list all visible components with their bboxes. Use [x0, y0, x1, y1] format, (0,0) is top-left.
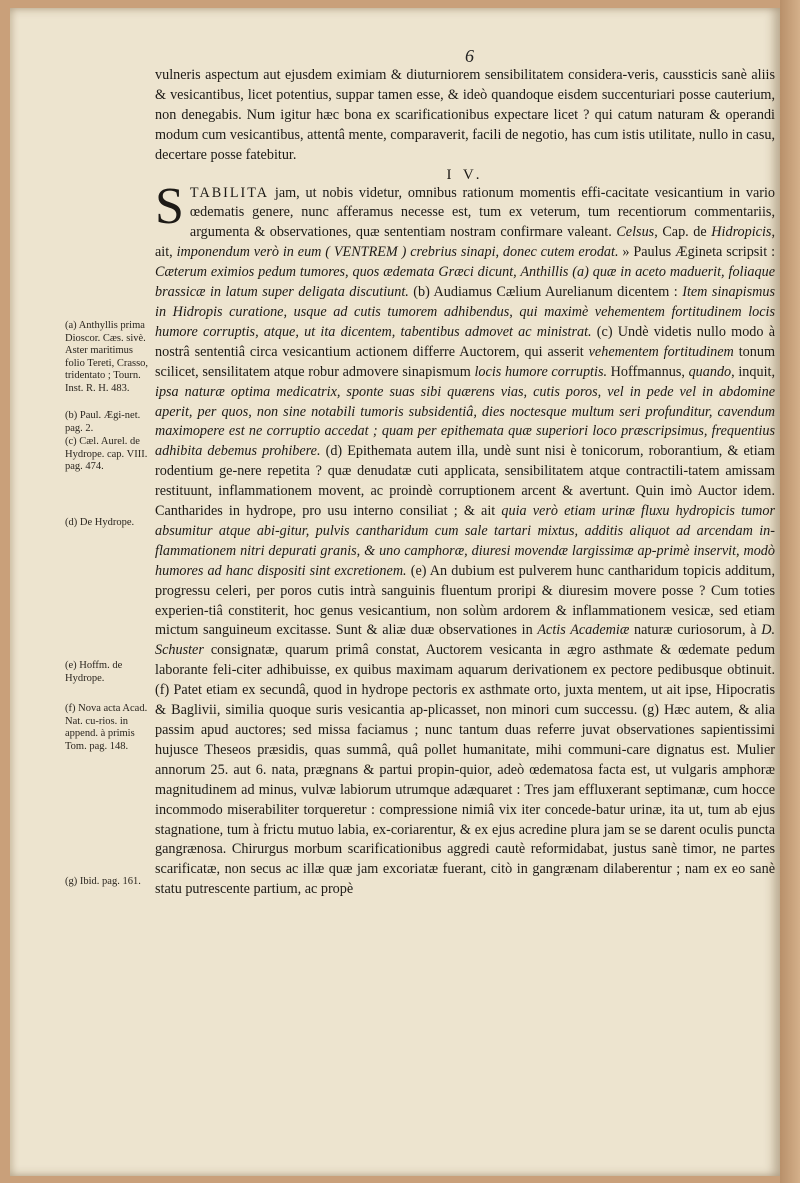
main-text	[155, 66, 775, 900]
text-run: » Paulus Ægineta scripsit :	[618, 244, 776, 261]
text-run: consignatæ, quarum primâ constat, Auctorem vesicanta in ægro asthmate & œdemate pedum laborante feli-citer adhibuisse, ex quibus maximam aquarum derivationem ex pectore pedibusque obtinuit. (f) Patet etiam ex secundâ, quod in hydrope pectoris ex asthmate orto, juxta mentem, ut ait ipse, Hipocratis & Baglivii, similia quoque suris vesicantia ap-plicasset, non minori cum successu. (g) Hæc autem, & alia passim apud auctores; sed missa faciamus ; nunc tantum duas referre juvat observationes sapientissimi hujusce Theseos præsidis, quas summâ, quâ pollet humanitate, mihi communi-care dignatus est. Mulier annorum 25. aut 6. nata, prægnans & partui propin-quior, adeò œdematosa facta est, ut vulgaris amphoræ magnitudinem ad minus, vulvæ labiorum utrumque adæquaret : Tres jam effluxerant septimanæ, cum hocce incommodo miserabiliter torqueretur : compressione nimiâ vix iter concede-batur urinæ, ita ut, tum ab ejus stagnatione, tum à frictu mutuo labia, ex-coriarentur, & ex ejus acredine plura jam se se darent oculis puncta gangrænosa. Chirurgus morbum scarificationibus aggredi cautè reformidabat, justus sanè timor, ne partes scarificatæ, non secus ac illæ quæ jam excoriatæ fuerant, citò in gangrænam dilaberentur ; nam ex eo sanè statu putrescente partium, ac propè	[155, 642, 775, 898]
quotation: quia verò etiam urinæ fluxu hydropicis tumor absumitur atque abi-gitur, pulvis cantharidum cum sale tartari mixtus, additis aliquot ad arcendam in-flammationem nitri depurati granis, & uno camphoræ, diuresi movendæ largissimæ ap-primè inservit, modò humores ad hanc dispositi sint excretionem.	[155, 503, 775, 579]
book-gutter	[780, 0, 800, 1183]
intro-paragraph: vulneris aspectum aut ejusdem eximiam & diuturniorem sensibilitatem considera-veris, caussticis sanè aliis & vesicantibus, licet potentius, suppar tamen esse, & ideò quandoque eisdem succenturiari posse cauterium, non denegabis. Num igitur hæc bona ex scarificationibus expectare licet ? qui catum naturam & operandi modum cum vesicantibus, attentâ mente, comparaverit, facili de negotio, has cum istis utilitate, nullo in casu, decertare posse fatebitur.	[155, 67, 775, 163]
text-run: tonum scilicet, sensilitatem atque robur admovere sinapismum	[155, 343, 775, 380]
text-run: , ait,	[155, 224, 775, 261]
quotation: locis humore corruptis.	[474, 363, 608, 380]
text-run: jam, ut nobis videtur, omnibus rationum momentis effi-cacitate vesicantium in vario œdematis genere, nunc afferamus necesse est, tum ex veterum, tum recentiorum commentariis, argumenta & observationes, quæ sententiam nostram confirmare valeant.	[189, 184, 775, 241]
text-run: (e) An dubium est pulverem hunc cantharidum topicis additum, progressu celeri, per poros cutis intrà sanguinis fluentum proripi & diuresim movere posse ? Cum toties experien-tiâ constiterit, hoc genus vesicantium, non solùm ardorem & inflammationem vesicæ, sed etiam mictum sanguineum excitasse. Sunt & aliæ duæ observationes in	[155, 562, 775, 639]
margin-note-g: (g) Ibid. pag. 161.	[65, 876, 141, 887]
quotation: ipsa naturæ optima medicatrix, sponte suas sibi quærens vias, cutis poros, vel in pede vel in abdomine aperit, per quos, non sine notabili tumoris subsidentiâ, dies noctesque multum seri profunditur, cavendum maximopere est ne corruptio accedat ; quam per epithemata quæ superiori loco præscripsimus, frequentius adhibita debemus prohibere.	[155, 383, 775, 460]
chapter-title: Hidropicis	[711, 224, 772, 241]
text-run: naturæ curiosorum, à	[629, 622, 762, 639]
drop-cap: S	[155, 177, 184, 235]
lead-word: TABILITA	[189, 184, 270, 201]
quotation: quando	[688, 363, 732, 380]
margin-note-f: (f) Nova acta Acad. Nat. cu-rios. in append. à primis Tom. pag. 148.	[65, 703, 148, 752]
margin-note-e: (e) Hoffm. de Hydrope.	[65, 660, 123, 684]
quotation: imponendum verò in eum ( VENTREM ) crebrius sinapi, donec cutem erodat.	[176, 244, 619, 261]
quotation: Item sinapismus in Hidropis curatione, usque ad cutis tumorem adhibendus, qui maximè vehementem fortitudinem locis humore corruptis, atque, ut ita dicentem, tabentibus admovet ac ministrat.	[155, 284, 775, 340]
quotation: vehementem fortitudinem	[588, 343, 734, 360]
paragraph-stabilita	[155, 177, 776, 901]
text-run: , Cap. de	[654, 224, 712, 241]
author-name: Celsus	[616, 224, 655, 241]
margin-note-a: (a) Anthyllis prima Dioscor. Cæs. sivè. Aster maritimus folio Tereti, Crasso, tridentato ; Tourn. Inst. R. H. 483.	[65, 320, 149, 394]
text-run: (d) Epithemata autem illa, undè sunt nisi è tonicorum, roborantium, & etiam rodentium ge-nere repetita ? quæ denudatæ cuti applicata, sensibilitatem atque contractili-tatem amissam restituunt, inflammationem movent, ac proindè corruptionem arcent & avertunt. Quin imò Auctor idem. Cantharides in hydrope, pro usu interno consiliat ; & ait	[155, 443, 775, 520]
author-name: D. Schuster	[155, 622, 775, 659]
journal-title: Actis Academiæ	[537, 622, 630, 639]
margin-note-b: (b) Paul. Ægi-net. pag. 2.	[65, 410, 141, 434]
section-heading: I V.	[446, 166, 484, 183]
margin-note-d: (d) De Hydrope.	[65, 517, 135, 528]
text-run: (b) Audiamus Cælium Aurelianum dicentem :	[408, 284, 683, 301]
quotation: Cæterum eximios pedum tumores, quos ædemata Græci dicunt, Anthillis (a) quæ in aceto maduerit, foliaque brassicæ in latum super deligata discutiunt.	[155, 264, 775, 301]
text-run: , inquit,	[731, 363, 776, 380]
text-run: (c) Undè videtis nullo modo à nostrâ sententiâ circa vesicantium actionem differre Auctorem, qui asserit	[155, 323, 775, 360]
book-page	[10, 8, 780, 1176]
text-run: Hoffmannus,	[607, 363, 689, 380]
page-number: 6	[465, 46, 474, 66]
margin-note-c: (c) Cæl. Aurel. de Hydrope. cap. VIII. pag. 474.	[65, 436, 148, 472]
